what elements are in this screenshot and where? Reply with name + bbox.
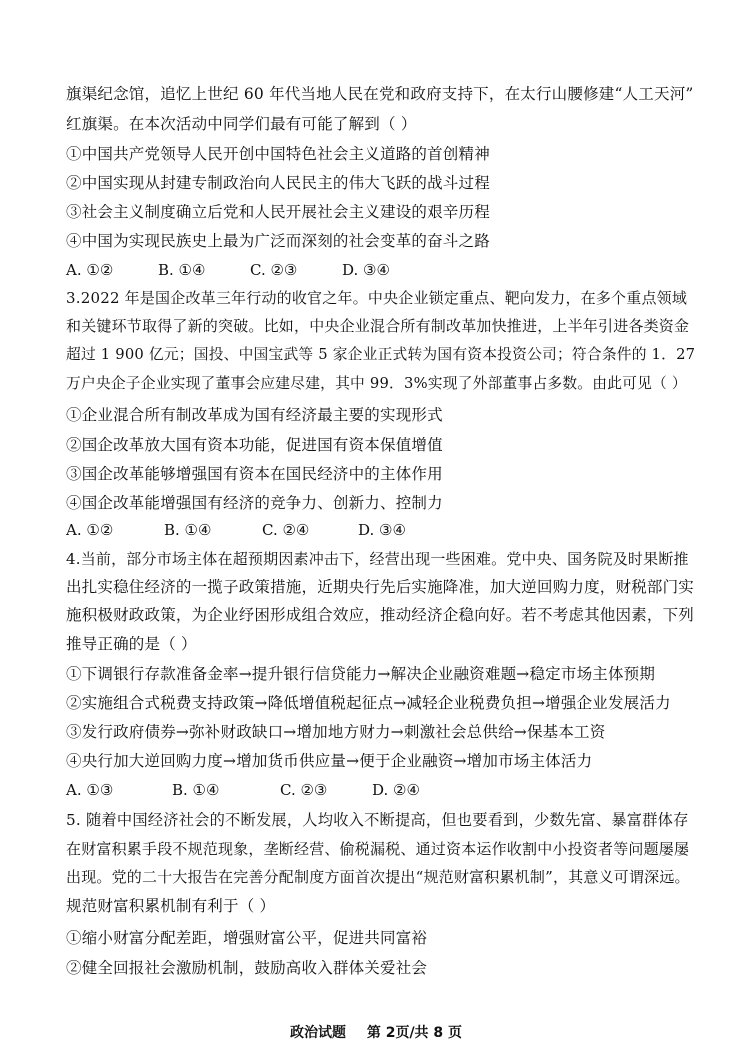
q2-option-d: D. ③④: [342, 261, 390, 279]
q3-option-a: A. ①②: [66, 521, 114, 539]
q4-option-a: A. ①③: [66, 781, 114, 799]
q4-item-4: ④央行加大逆回购力度→增加货币供应量→便于企业融资→增加市场主体活力: [66, 752, 593, 770]
q4-text-line-4: 推导正确的是（ ）: [66, 635, 197, 653]
q4-item-3: ③发行政府债券→弥补财政缺口→增加地方财力→刺激社会总供给→保基本工资: [66, 723, 606, 741]
q4-option-c: C. ②③: [280, 781, 328, 799]
footer-subject: 政治试题: [289, 1025, 346, 1041]
q3-option-b: B. ①④: [164, 521, 212, 539]
q3-options: [66, 520, 406, 540]
q3-option-d: D. ③④: [358, 521, 406, 539]
q4-text-line-3: 施积极财政政策，为企业纾困形成组合效应，推动经济企稳向好。若不考虑其他因素，下列: [66, 606, 695, 624]
q5-text-line-1: 5. 随着中国经济社会的不断发展，人均收入不断提高，但也要看到，少数先富、暴富群体存: [66, 811, 689, 829]
page-footer: [0, 1022, 752, 1042]
q4-option-d: D. ②④: [372, 781, 420, 799]
q4-text-line-1: 4.当前，部分市场主体在超预期因素冲击下，经营出现一些困难。党中央、国务院及时果断推: [66, 550, 689, 568]
q3-text-line-4: 万户央企子企业实现了董事会应建尽建，其中 99．3%实现了外部董事占多数。由此可见（ ）: [66, 375, 687, 392]
q3-item-4: ④国企改革能增强国有经济的竞争力、创新力、控制力: [66, 494, 443, 512]
q5-text-line-3: 出现。党的二十大报告在完善分配制度方面首次提出“规范财富积累机制”，其意义可谓深远。: [66, 868, 690, 886]
q5-item-1: ①缩小财富分配差距，增强财富公平，促进共同富裕: [66, 929, 428, 947]
q4-item-2: ②实施组合式税费支持政策→降低增值税起征点→减轻企业税费负担→增强企业发展活力: [66, 694, 671, 712]
q3-text-line-3: 超过 1 900 亿元；国投、中国宝武等 5 家企业正式转为国有资本投资公司；符合条件的 1．27: [66, 346, 696, 363]
footer-page-number: 第 2页/共 8 页: [366, 1025, 463, 1041]
q5-item-2: ②健全回报社会激励机制，鼓励高收入群体关爱社会: [66, 959, 428, 977]
q2-option-b: B. ①④: [158, 261, 206, 279]
q2-text-line-2: 红旗渠。在本次活动中同学们最有可能了解到（ ）: [66, 115, 417, 133]
q2-option-c: C. ②③: [250, 261, 298, 279]
q2-item-4: ④中国为实现民族史上最为广泛而深刻的社会变革的奋斗之路: [66, 232, 490, 250]
q3-text-line-1: 3.2022 年是国企改革三年行动的收官之年。中央企业锁定重点、靶向发力，在多个重点领域: [66, 289, 688, 307]
q3-item-3: ③国企改革能够增强国有资本在国民经济中的主体作用: [66, 465, 443, 483]
q2-item-1: ①中国共产党领导人民开创中国特色社会主义道路的首创精神: [66, 145, 490, 163]
q4-text-line-2: 出扎实稳住经济的一揽子政策措施，近期央行先后实施降准，加大逆回购力度，财税部门实: [66, 578, 695, 596]
q4-option-b: B. ①④: [172, 781, 220, 799]
q3-option-c: C. ②④: [262, 521, 310, 539]
q5-text-line-4: 规范财富积累机制有利于（ ）: [66, 897, 276, 915]
q5-text-line-2: 在财富积累手段不规范现象，垄断经营、偷税漏税、通过资本运作收割中小投资者等问题屡屡: [66, 840, 690, 858]
q4-options: [66, 780, 420, 800]
q4-item-1: ①下调银行存款准备金率→提升银行信贷能力→解决企业融资难题→稳定市场主体预期: [66, 665, 656, 683]
q2-item-3: ③社会主义制度确立后党和人民开展社会主义建设的艰辛历程: [66, 203, 490, 221]
q2-item-2: ②中国实现从封建专制政治向人民民主的伟大飞跃的战斗过程: [66, 174, 490, 192]
q2-option-a: A. ①②: [66, 261, 114, 279]
q3-item-2: ②国企改革放大国有资本功能，促进国有资本保值增值: [66, 436, 443, 454]
q2-options: [66, 260, 390, 280]
q3-text-line-2: 和关键环节取得了新的突破。比如，中央企业混合所有制改革加快推进，上半年引进各类资金: [66, 317, 690, 335]
q3-item-1: ①企业混合所有制改革成为国有经济最主要的实现形式: [66, 406, 443, 424]
q2-text-line-1: 旗渠纪念馆，追忆上世纪 60 年代当地人民在党和政府支持下，在太行山腰修建“人工天河”: [66, 85, 694, 103]
